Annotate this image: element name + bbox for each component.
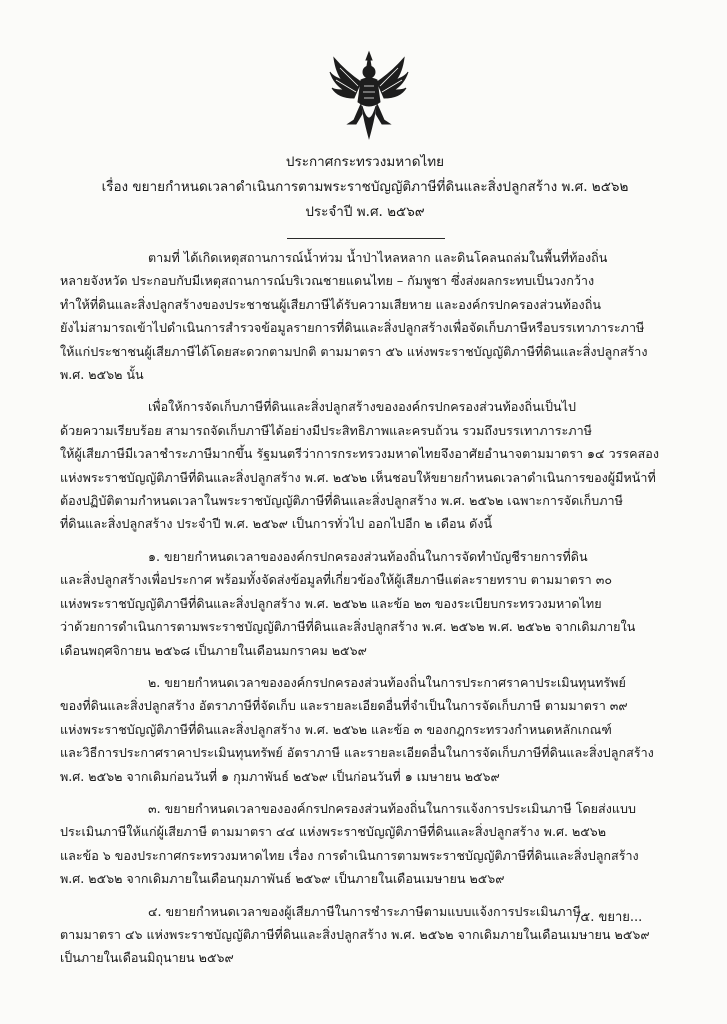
paragraph-line: ของที่ดินและสิ่งปลูกสร้าง อัตราภาษีที่จัดเก็บ และรายละเอียดอื่นที่จำเป็นในการจัดเก็บภาษี ตามมาตรา ๓๙	[60, 698, 628, 714]
paragraph-line: พ.ศ. ๒๕๖๒ จากเดิมก่อนวันที่ ๑ กุมภาพันธ์ ๒๕๖๙ เป็นก่อนวันที่ ๑ เมษายน ๒๕๖๙	[60, 768, 500, 784]
paragraph-line: เพื่อให้การจัดเก็บภาษีที่ดินและสิ่งปลูกสร้างขององค์กรปกครองส่วนท้องถิ่นเป็นไป	[148, 399, 576, 415]
paragraph-line: เป็นภายในเดือนมิถุนายน ๒๕๖๙	[60, 950, 234, 966]
paragraph-line: ๑. ขยายกำหนดเวลาขององค์กรปกครองส่วนท้องถิ่นในการจัดทำบัญชีรายการที่ดิน	[148, 548, 588, 564]
paragraph-line: ๒. ขยายกำหนดเวลาขององค์กรปกครองส่วนท้องถิ่นในการประกาศราคาประเมินทุนทรัพย์	[148, 674, 626, 690]
announcement-subject: เรื่อง ขยายกำหนดเวลาดำเนินการตามพระราชบัญญัติภาษีที่ดินและสิ่งปลูกสร้าง พ.ศ. ๒๕๖๒	[101, 179, 629, 195]
paragraph-line: ให้ผู้เสียภาษีมีเวลาชำระภาษีมากขึ้น รัฐมนตรีว่าการกระทรวงมหาดไทยจึงอาศัยอำนาจตามมาตรา ๑๔ วรรคสอง	[60, 446, 659, 462]
paragraph-line: ด้วยความเรียบร้อย สามารถจัดเก็บภาษีได้อย่างมีประสิทธิภาพและครบถ้วน รวมถึงบรรเทาภาระภาษี	[60, 422, 592, 438]
document-body	[60, 246, 675, 979]
paragraph-line: ๓. ขยายกำหนดเวลาขององค์กรปกครองส่วนท้องถิ่นในการแจ้งการประเมินภาษี โดยส่งแบบ	[148, 800, 636, 816]
paragraph-line: ตามที่ ได้เกิดเหตุสถานการณ์น้ำท่วม น้ำป่าไหลหลาก และดินโคลนถล่มในพื้นที่ท้องถิ่น	[148, 250, 608, 265]
paragraph	[60, 246, 675, 386]
paragraph-line: แห่งพระราชบัญญัติภาษีที่ดินและสิ่งปลูกสร้าง พ.ศ. ๒๕๖๒ และข้อ ๓ ของกฎกระทรวงกำหนดหลักเกณฑ์	[60, 721, 612, 737]
paragraph-line: ให้แก่ประชาชนผู้เสียภาษีได้โดยสะดวกตามปกติ ตามมาตรา ๕๖ แห่งพระราชบัญญัติภาษีที่ดินและสิ่งปลูกสร้าง	[60, 343, 648, 359]
paragraph	[60, 671, 675, 788]
paragraph-line: และข้อ ๖ ของประกาศกระทรวงมหาดไทย เรื่อง การดำเนินการตามพระราชบัญญัติภาษีที่ดินและสิ่งปลูกสร้าง	[60, 847, 639, 863]
paragraph	[60, 545, 675, 662]
paragraph-line: พ.ศ. ๒๕๖๒ นั้น	[60, 367, 144, 383]
paragraph-line: และวิธีการประกาศราคาประเมินทุนทรัพย์ อัตราภาษี และรายละเอียดอื่นในการจัดเก็บภาษีที่ดินและสิ่งปลูกสร้าง	[60, 745, 654, 761]
header-divider	[287, 238, 445, 239]
garuda-emblem-icon	[328, 50, 410, 142]
paragraph-line: และสิ่งปลูกสร้างเพื่อประกาศ พร้อมทั้งจัดส่งข้อมูลที่เกี่ยวข้องให้ผู้เสียภาษีแต่ละรายทราบ ตามมาตรา ๓๐	[60, 572, 613, 588]
paragraph-line: หลายจังหวัด ประกอบกับมีเหตุสถานการณ์บริเวณชายแดนไทย – กัมพูชา ซึ่งส่งผลกระทบเป็นวงกว้าง	[60, 273, 595, 289]
paragraph-line: เดือนพฤศจิกายน ๒๕๖๘ เป็นภายในเดือนมกราคม ๒๕๖๙	[60, 642, 367, 658]
paragraph-line: พ.ศ. ๒๕๖๒ จากเดิมภายในเดือนกุมภาพันธ์ ๒๕๖๙ เป็นภายในเดือนเมษายน ๒๕๖๙	[60, 871, 505, 887]
paragraph	[60, 797, 675, 891]
continuation-marker: /๕. ขยาย...	[576, 910, 643, 925]
document-header	[60, 150, 670, 225]
paragraph-line: ตามมาตรา ๔๖ แห่งพระราชบัญญัติภาษีที่ดินและสิ่งปลูกสร้าง พ.ศ. ๒๕๖๒ จากเดิมภายในเดือนเมษายน ๒๕๖๙	[60, 926, 650, 942]
paragraph	[60, 395, 675, 535]
paragraph-line: แห่งพระราชบัญญัติภาษีที่ดินและสิ่งปลูกสร้าง พ.ศ. ๒๕๖๒ เห็นชอบให้ขยายกำหนดเวลาดำเนินการของผู้มีหน้าที่	[60, 469, 656, 485]
paragraph-line: ยังไม่สามารถเข้าไปดำเนินการสำรวจข้อมูลรายการที่ดินและสิ่งปลูกสร้างเพื่อจัดเก็บภาษีหรือบรรเทาภาระภาษี	[60, 320, 645, 336]
announcement-title: ประกาศกระทรวงมหาดไทย	[285, 154, 445, 170]
paragraph-line: แห่งพระราชบัญญัติภาษีที่ดินและสิ่งปลูกสร้าง พ.ศ. ๒๕๖๒ และข้อ ๒๓ ของระเบียบกระทรวงมหาดไทย	[60, 595, 602, 611]
paragraph-line: ทำให้ที่ดินและสิ่งปลูกสร้างของประชาชนผู้เสียภาษีได้รับความเสียหาย และองค์กรปกครองส่วนท้องถิ่น	[60, 296, 601, 312]
paragraph-line: ประเมินภาษีให้แก่ผู้เสียภาษี ตามมาตรา ๔๔ แห่งพระราชบัญญัติภาษีที่ดินและสิ่งปลูกสร้าง พ.ศ. ๒๕๖๒	[60, 824, 607, 840]
tax-year: ประจำปี พ.ศ. ๒๕๖๙	[305, 204, 425, 220]
paragraph-line: ว่าด้วยการดำเนินการตามพระราชบัญญัติภาษีที่ดินและสิ่งปลูกสร้าง พ.ศ. ๒๕๖๒ พ.ศ. ๒๕๖๒ จากเดิมภายใน	[60, 619, 636, 635]
paragraph-line: ๔. ขยายกำหนดเวลาของผู้เสียภาษีในการชำระภาษีตามแบบแจ้งการประเมินภาษี	[148, 903, 581, 919]
paragraph-line: ต้องปฏิบัติตามกำหนดเวลาในพระราชบัญญัติภาษีที่ดินและสิ่งปลูกสร้าง พ.ศ. ๒๕๖๒ เฉพาะการจัดเก็บภาษี	[60, 493, 623, 509]
paragraph-line: ที่ดินและสิ่งปลูกสร้าง ประจำปี พ.ศ. ๒๕๖๙ เป็นการทั่วไป ออกไปอีก ๒ เดือน ดังนี้	[60, 516, 493, 532]
